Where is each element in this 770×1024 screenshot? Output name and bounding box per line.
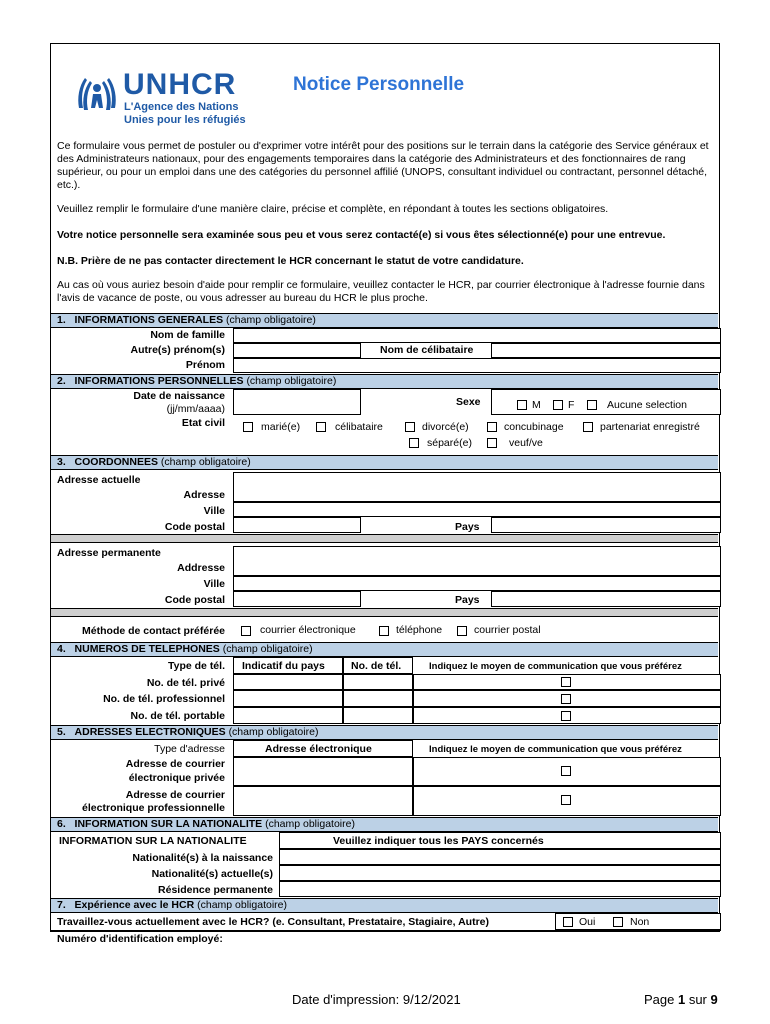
nom-celibataire-field[interactable] [491,343,721,358]
veuf-checkbox[interactable] [487,438,497,448]
label-addresse: Addresse [177,562,225,574]
sexe-aucune-label: Aucune selection [607,399,687,411]
label-code-postal: Code postal [164,521,225,533]
label-ville: Ville [203,505,225,517]
tel-portable-indicatif[interactable] [233,707,343,724]
prenom-field[interactable] [233,358,721,373]
section-7-header: 7. Expérience avec le HCR (champ obligatoire) [51,898,718,913]
label-adresse-elec: Adresse électronique [265,743,372,755]
tel-portable-numero[interactable] [343,707,413,724]
label-autres-prenoms: Autre(s) prénom(s) [130,344,225,356]
label-prenom: Prénom [185,359,225,371]
email-pro-pref-checkbox[interactable] [561,795,571,805]
addresse-permanente-field[interactable] [233,546,721,576]
autres-prenoms-field[interactable] [233,343,361,358]
adresse-field[interactable] [233,472,721,502]
sexe-m-label: M [532,399,541,411]
label-nationalite-actuelle: Nationalité(s) actuelle(s) [151,868,273,880]
label-email-privee-1: Adresse de courrier [125,758,225,770]
nationalite-col2-header: Veuillez indiquer tous les PAYS concernés [333,835,544,847]
residence-permanente-field[interactable] [279,881,721,897]
marie-checkbox[interactable] [243,422,253,432]
label-code-postal-permanente: Code postal [164,594,225,606]
label-adresse-permanente: Adresse permanente [57,547,161,559]
label-tel-pro: No. de tél. professionnel [103,693,225,705]
section-4-header: 4. NUMEROS DE TELEPHONES (champ obligatoire) [51,642,718,657]
logo-line1: L'Agence des Nations [124,101,239,113]
marie-label: marié(e) [261,421,301,433]
logo-name: UNHCR [123,68,237,101]
intro-paragraph-4: N.B. Prière de ne pas contacter directement le HCR concernant le statut de votre candidature. [57,255,524,267]
intro-paragraph-1: Ce formulaire vous permet de postuler ou d'exprimer votre intérêt pour des positions sur le terrain dans la catégorie des Service généraux et des Administrateurs nationaux, pour des engagements temporaires dans la catégorie des Administrateurs et des fonctionnaires de rang supérieur, ou pour un emploi dans une des catégories du personnel affilié (UNOPS, consultant individuel ou contractant, personnel détaché, etc.). [57,140,709,191]
page-title: Notice Personnelle [293,74,465,95]
print-date: Date d'impression: 9/12/2021 [292,992,461,1007]
label-type-tel: Type de tél. [168,660,225,672]
contact-tel-label: téléphone [396,624,443,636]
hcr-oui-label: Oui [579,916,596,928]
sexe-aucune-checkbox[interactable] [587,400,597,410]
contact-email-label: courrier électronique [260,624,356,636]
label-etat-civil: Etat civil [181,417,225,429]
label-date-naissance: Date de naissance [133,390,225,402]
contact-postal-checkbox[interactable] [457,626,467,636]
label-pays: Pays [455,521,480,533]
veuf-label: veuf/ve [509,437,543,449]
intro-paragraph-5: Au cas où vous auriez besoin d'aide pour remplir ce formulaire, veuillez contacter le HCR, par courrier électronique à l'adresse fournie dans l'avis de vacance de poste, ou vous adresser au bureau du HCR le plus proche. [57,279,705,304]
tel-pref-header: Indiquez le moyen de communication que vous préférez [429,661,682,672]
code-postal-field[interactable] [233,517,361,533]
celibataire-label: célibataire [335,421,383,433]
label-type-adresse: Type d'adresse [154,743,225,755]
partenariat-label: partenariat enregistré [600,421,700,433]
tel-prive-pref-checkbox[interactable] [561,677,571,687]
label-tel-portable: No. de tél. portable [130,710,225,722]
form-page [50,43,720,945]
label-methode-contact: Méthode de contact préférée [82,625,225,637]
sexe-f-checkbox[interactable] [553,400,563,410]
email-privee-pref-checkbox[interactable] [561,766,571,776]
page-indicator: Page 1 sur 9 [644,992,718,1007]
label-email-pro-2: électronique professionnelle [82,802,225,814]
sexe-f-label: F [568,399,575,411]
contact-tel-checkbox[interactable] [379,626,389,636]
label-adresse-actuelle: Adresse actuelle [57,474,141,486]
logo-line2: Unies pour les réfugiés [124,114,246,126]
contact-email-checkbox[interactable] [241,626,251,636]
employe-id-row[interactable] [51,930,721,931]
tel-prive-numero[interactable] [343,674,413,690]
separator-bar-2 [51,608,718,617]
sexe-m-checkbox[interactable] [517,400,527,410]
divorce-checkbox[interactable] [405,422,415,432]
ville-permanente-field[interactable] [233,576,721,591]
section-1-header: 1. INFORMATIONS GENERALES (champ obligatoire) [51,313,718,328]
nom-famille-field[interactable] [233,328,721,343]
nationalite-naissance-field[interactable] [279,849,721,865]
ville-field[interactable] [233,502,721,517]
contact-postal-label: courrier postal [474,624,541,636]
label-nom-famille: Nom de famille [150,329,225,341]
hcr-oui-checkbox[interactable] [563,917,573,927]
label-email-pro-1: Adresse de courrier [125,789,225,801]
email-privee-field[interactable] [233,757,413,786]
hcr-non-checkbox[interactable] [613,917,623,927]
separe-label: séparé(e) [427,437,472,449]
unhcr-logo [75,68,265,130]
label-pays-permanente: Pays [455,594,480,606]
intro-paragraph-2: Veuillez remplir le formulaire d'une manière claire, précise et complète, en répondant à toutes les sections obligatoires. [57,203,609,215]
concubinage-checkbox[interactable] [487,422,497,432]
label-employe-id: Numéro d'identification employé: [57,933,223,945]
nationalite-actuelle-field[interactable] [279,865,721,881]
section-6-header: 6. INFORMATION SUR LA NATIONALITE (champ obligatoire) [51,817,718,832]
email-pref-header: Indiquez le moyen de communication que vous préférez [429,744,682,755]
pays-field[interactable] [491,517,721,533]
label-email-privee-2: électronique privée [128,772,225,784]
label-residence-permanente: Résidence permanente [158,884,273,896]
tel-portable-pref-checkbox[interactable] [561,711,571,721]
hcr-question: Travaillez-vous actuellement avec le HCR? (e. Consultant, Prestataire, Stagiaire, Autre) [57,916,490,928]
hcr-non-label: Non [630,916,650,928]
label-nationalite-naissance: Nationalité(s) à la naissance [132,852,273,864]
label-sexe: Sexe [456,396,481,408]
label-nom-celibataire: Nom de célibataire [380,344,474,356]
section-2-header: 2. INFORMATIONS PERSONNELLES (champ obligatoire) [51,374,718,389]
pays-permanente-field[interactable] [491,591,721,607]
date-format-hint: (jj/mm/aaaa) [166,403,225,415]
nationalite-col1-header: INFORMATION SUR LA NATIONALITE [59,835,247,847]
celibataire-checkbox[interactable] [316,422,326,432]
tel-pro-pref-checkbox[interactable] [561,694,571,704]
tel-prive-indicatif[interactable] [233,674,343,690]
section-5-header: 5. ADRESSES ELECTRONIQUES (champ obligatoire) [51,725,718,740]
divorce-label: divorcé(e) [422,421,469,433]
intro-paragraph-3: Votre notice personnelle sera examinée sous peu et vous serez contacté(e) si vous êtes sélectionné(e) pour une entrevue. [57,229,666,241]
separator-bar [51,534,718,543]
label-tel-prive: No. de tél. privé [146,677,225,689]
email-pro-field[interactable] [233,786,413,816]
label-indicatif: Indicatif du pays [242,660,325,672]
code-postal-permanente-field[interactable] [233,591,361,607]
tel-pro-numero[interactable] [343,690,413,707]
partenariat-checkbox[interactable] [583,422,593,432]
unhcr-emblem-icon [75,70,119,114]
tel-pro-indicatif[interactable] [233,690,343,707]
label-no-tel: No. de tél. [351,660,402,672]
section-3-header: 3. COORDONNEES (champ obligatoire) [51,455,718,470]
label-adresse: Adresse [183,489,225,501]
date-naissance-field[interactable] [233,389,361,415]
concubinage-label: concubinage [504,421,564,433]
label-ville-permanente: Ville [203,578,225,590]
separe-checkbox[interactable] [409,438,419,448]
